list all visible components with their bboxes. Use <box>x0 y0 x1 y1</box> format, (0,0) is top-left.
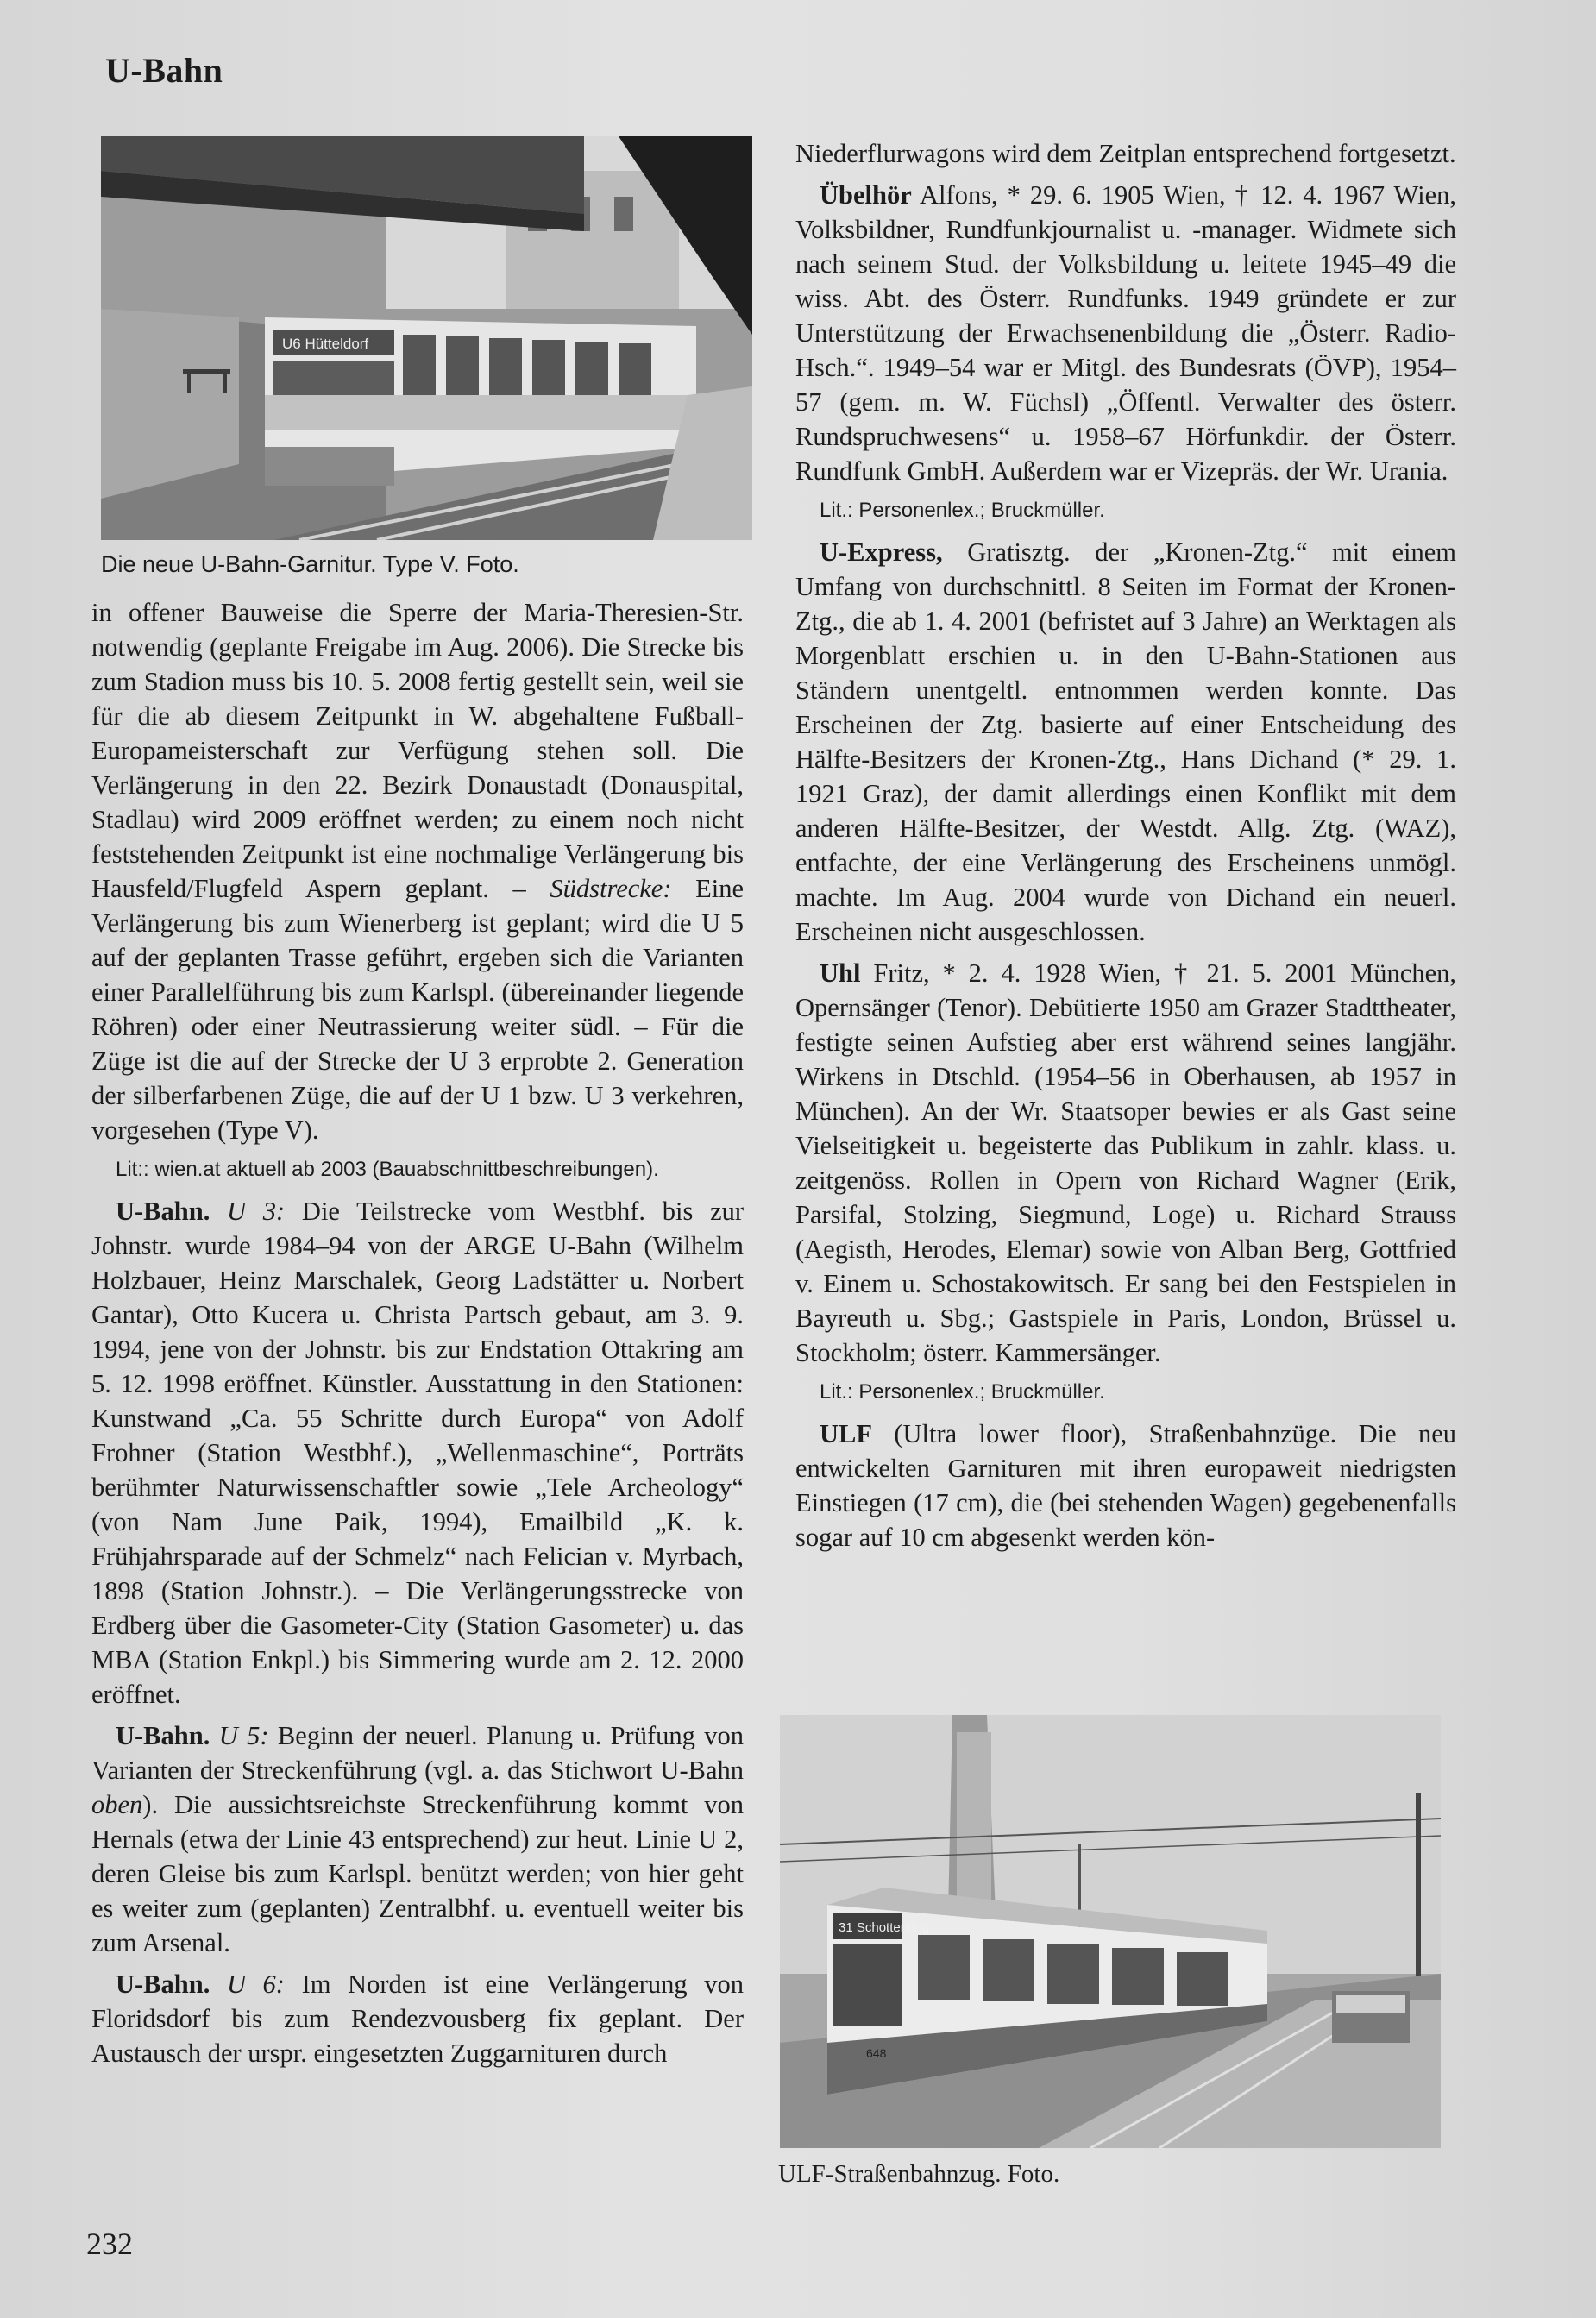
literature-note: Lit.: Personenlex.; Bruckmüller. <box>820 1380 1105 1404</box>
left-column <box>91 595 744 2077</box>
tram-route-sign: 31 Schottenring <box>839 1920 930 1935</box>
literature-note: Lit.: Personenlex.; Bruckmüller. <box>820 499 1105 522</box>
entry-ulf: ULF (Ultra lower floor), Straßenbahnzüge. Die neu entwickelten Garnituren mit ihren europaweit niedrigsten Einstiegen (17 cm), die (bei stehenden Wagen) gegebenenfalls sogar auf 10 cm abgesenkt werden kön- <box>795 1419 1456 1552</box>
entry-uhl: Uhl Fritz, * 2. 4. 1928 Wien, † 21. 5. 2001 München, Opernsänger (Tenor). Debütierte 1950 am Grazer Stadttheater, festigte seinen Aufstieg aber erst während seines langjähr. Wirkens in Dtschld. (1954–56 in Oberhausen, ab 1957 in München). An der Wr. Staatsoper bewies er als Gast seine Vielseitigkeit u. begeisterte das Publikum in zahlr. klass. u. zeitgenöss. Rollen in Opern von Richard Wagner (Erik, Parsifal, Stolzing, Siegmund, Loge) u. Richard Strauss (Aegisth, Herodes, Elemar) sowie von Alban Berg, Gottfried v. Einem u. Schostakowitsch. Er sang bei den Festspielen in Bayreuth u. Sbg.; Gastspiele in Paris, London, Brüssel u. Stockholm; österr. Kammersänger. <box>795 958 1456 1367</box>
literature-note: Lit:: wien.at aktuell ab 2003 (Bauabschnittbeschreibungen). <box>116 1158 659 1181</box>
page-header: U-Bahn <box>105 51 223 90</box>
entry-ubahn-u5: U-Bahn. U 5: Beginn der neuerl. Planung u. Prüfung von Varianten der Streckenführung (vgl. a. das Stichwort U-Bahn oben). Die aussichtsreichste Streckenführung kommt von Hernals (etwa der Linie 43 entsprechend) zur heut. Linie U 2, deren Gleise bis zum Karlspl. benützt werden; von hier geht es weiter zum (geplanten) Zentralbhf. u. eventuell weiter bis zum Arsenal. <box>91 1721 744 1957</box>
train-destination-sign: U6 Hütteldorf <box>282 336 369 352</box>
tram-car-number: 648 <box>866 2046 887 2060</box>
entry-ubahn-u3: U-Bahn. U 3: Die Teilstrecke vom Westbhf. bis zur Johnstr. wurde 1984–94 von der ARGE U-Bahn (Wilhelm Holzbauer, Heinz Marschalek, Georg Ladstätter u. Norbert Gantar), Otto Kucera u. Christa Partsch gebaut, am 3. 9. 1994, jene von der Johnstr. bis zur Endstation Ottakring am 5. 12. 1998 eröffnet. Künstler. Ausstattung in den Stationen: Kunstwand „Ca. 55 Schritte durch Europa“ von Adolf Frohner (Station Westbhf.), „Wellenmaschine“, Porträts berühmter Naturwissenschaftler sowie „Tele Archeology“ (von Nam June Paik, 1994), Emailbild „K. k. Frühjahrsparade auf der Schmelz“ nach Felician v. Myrbach, 1898 (Station Johnstr.). – Die Verlängerungsstrecke von Erdberg über die Gasometer-City (Station Gasometer) u. das MBA (Station Enkpl.) bis Simmering wurde am 2. 12. 2000 eröffnet. <box>91 1197 745 1709</box>
page-number: 232 <box>86 2227 133 2261</box>
figure-caption-ubahn: Die neue U-Bahn-Garnitur. Type V. Foto. <box>101 551 519 577</box>
photo-ulf-tram <box>780 1715 1441 2148</box>
right-column <box>795 136 1456 1561</box>
entry-ubelhor: Übelhör Alfons, * 29. 6. 1905 Wien, † 12. 4. 1967 Wien, Volksbildner, Rundfunkjournalist u. -manager. Widmete sich nach seinem Stud. der Volksbildung u. leitete 1945–49 die wiss. Abt. des Österr. Rundfunks. 1949 gründete er zur Unterstützung der Erwachsenenbildung die „Österr. Radio-Hsch.“. 1949–54 war er Mitgl. des Bundesrats (ÖVP), 1954–57 (gem. m. W. Füchsl) „Öffentl. Verwalter des österr. Rundspruchwesens“ u. 1958–67 Hörfunkdir. der Österr. Rundfunk GmbH. Außerdem war er Vizepräs. der Wr. Urania. <box>795 180 1456 486</box>
photo-ubahn-train <box>101 136 752 540</box>
paragraph-continuation: in offener Bauweise die Sperre der Maria-Theresien-Str. notwendig (geplante Freigabe im Aug. 2006). Die Strecke bis zum Stadion muss bis 10. 5. 2008 fertig gestellt sein, weil sie für die ab diesem Zeitpunkt in W. abgehaltene Fußball-Europameisterschaft zur Verfügung stehen soll. Die Verlängerung in den 22. Bezirk Donaustadt (Donauspital, Stadlau) wird 2009 eröffnet werden; zu einem noch nicht feststehenden Zeitpunkt ist eine nochmalige Verlängerung bis Hausfeld/Flugfeld Aspern geplant. – Südstrecke: Eine Verlängerung bis zum Wienerberg ist geplant; wird die U 5 auf der geplanten Trasse geführt, ergeben sich die Varianten einer Parallelführung bis zum Karlspl. (übereinander liegende Röhren) oder einer Neutrassierung weiter südl. – Für die Züge ist die auf der Strecke der U 3 erprobte 2. Generation der silberfarbenen Züge, die auf der U 1 bzw. U 3 verkehren, vorgesehen (Type V). <box>91 598 744 1145</box>
entry-ubahn-u6: U-Bahn. U 6: Im Norden ist eine Verlängerung von Floridsdorf bis zum Rendezvousberg fix geplant. Der Austausch der urspr. eingesetzten Zuggarnituren durch <box>91 1969 745 2068</box>
figure-caption-ulf: ULF-Straßenbahnzug. Foto. <box>778 2160 1060 2188</box>
entry-u-express: U-Express, Gratisztg. der „Kronen-Ztg.“ mit einem Umfang von durchschnittl. 8 Seiten im Format der Kronen-Ztg., die ab 1. 4. 2001 (befristet auf 3 Jahre) an Werktagen als Morgenblatt erschien u. in den U-Bahn-Stationen aus Ständern unentgeltl. entnommen werden konnte. Das Erscheinen der Ztg. basierte auf einer Entscheidung des Hälfte-Besitzers der Kronen-Ztg., Hans Dichand (* 29. 1. 1921 Graz), der damit allerdings einen Konflikt mit dem anderen Hälfte-Besitzer, der Westdt. Allg. Ztg. (WAZ), entfachte, der eine Verlängerung des Erscheinens unmögl. machte. Im Aug. 2004 wurde von Dichand ein neuerl. Erscheinen nicht ausgeschlossen. <box>795 537 1456 946</box>
paragraph-continuation-right: Niederflurwagons wird dem Zeitplan entsprechend fortgesetzt. <box>795 139 1456 168</box>
